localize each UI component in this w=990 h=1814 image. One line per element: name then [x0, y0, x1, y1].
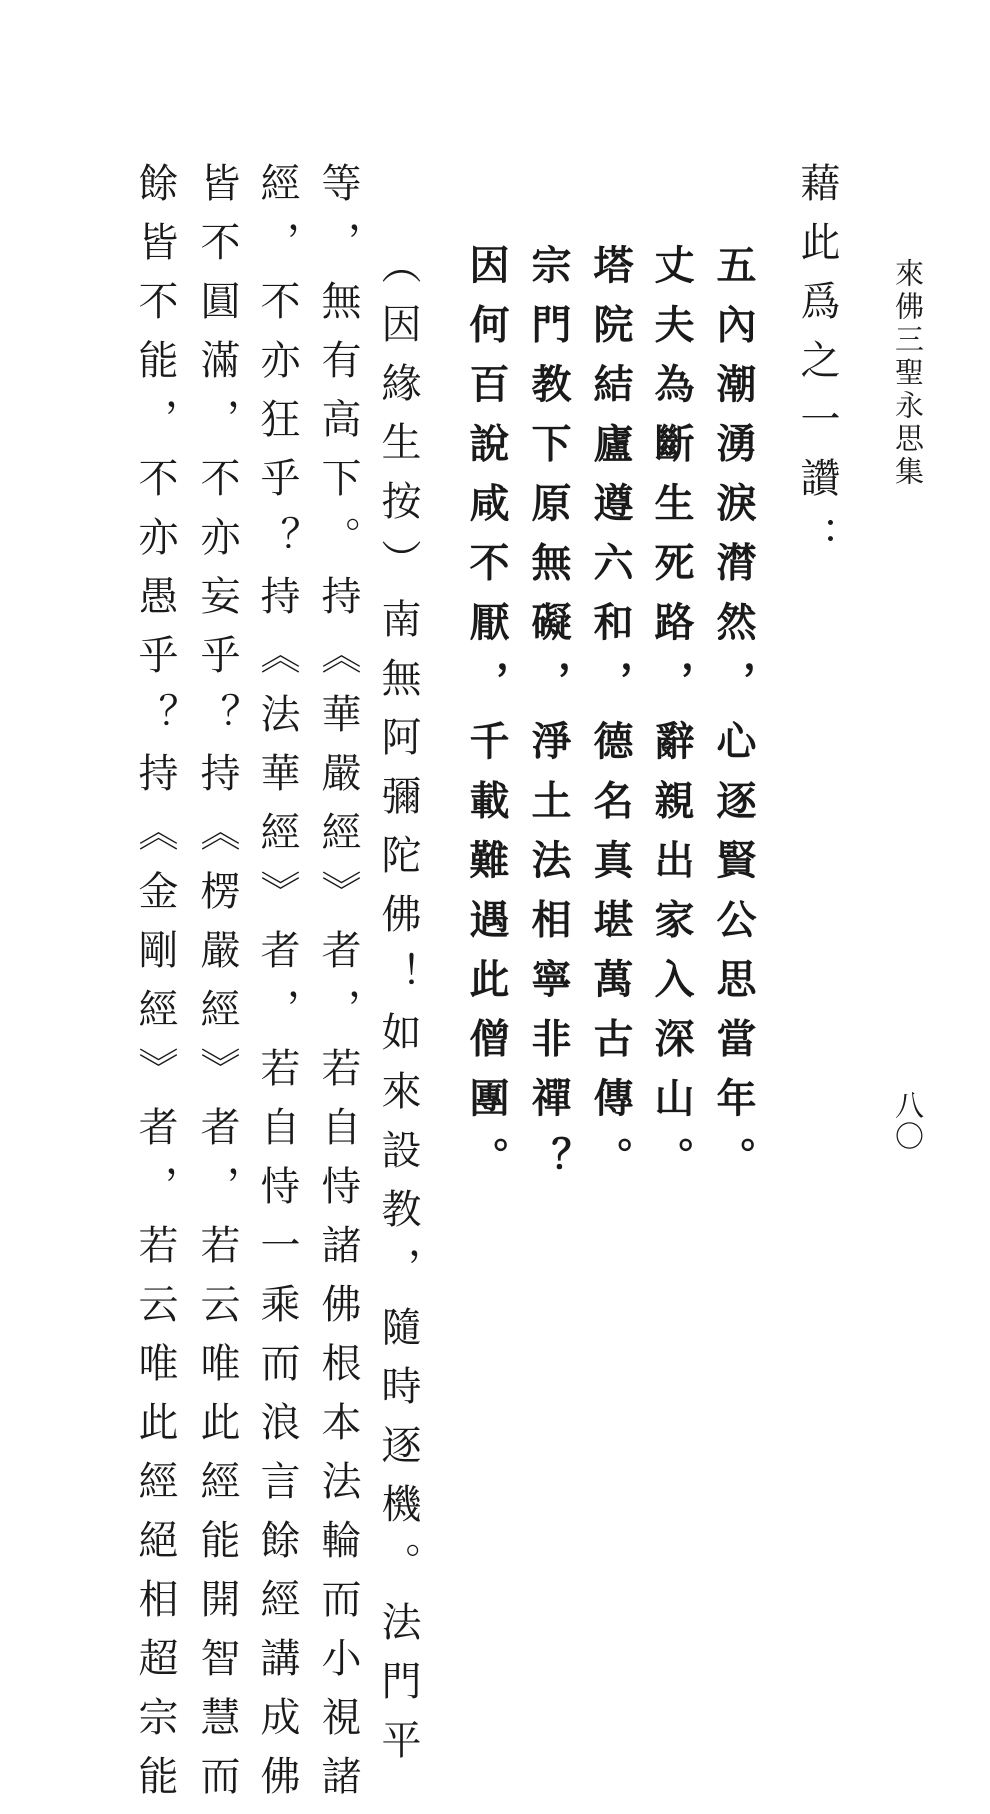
commentary-column: 經，不亦狂乎？持《法華經》者，若自恃一乘而浪言餘經講成佛	[254, 162, 300, 1814]
poem-line: 塔院結廬遵六和，德名真堪萬古傳。	[587, 244, 633, 1196]
commentary-column: 皆不圓滿，不亦妄乎？持《楞嚴經》者，若云唯此經能開智慧而	[194, 162, 240, 1814]
book-title: 來佛三聖永思集	[891, 258, 925, 489]
poem-line: 因何百說咸不厭，千載難遇此僧團。	[463, 244, 509, 1196]
intro-line: 藉此爲之一讚：	[794, 162, 840, 575]
poem-line: 丈夫為斷生死路，辭親出家入深山。	[648, 244, 694, 1196]
commentary-column: 等，無有高下。持《華嚴經》者，若自恃諸佛根本法輪而小視諸	[315, 162, 361, 1814]
commentary-column: （因緣生按）南無阿彌陀佛！如來設教，隨時逐機。法門平	[375, 244, 421, 1778]
poem-line: 五內潮湧淚潸然，心逐賢公思當年。	[710, 244, 756, 1196]
page-number: 八〇	[891, 1090, 925, 1152]
poem-line: 宗門教下原無礙，淨土法相寧非禪？	[525, 244, 571, 1196]
commentary-column: 餘皆不能，不亦愚乎？持《金剛經》者，若云唯此經絕相超宗能	[132, 162, 178, 1814]
